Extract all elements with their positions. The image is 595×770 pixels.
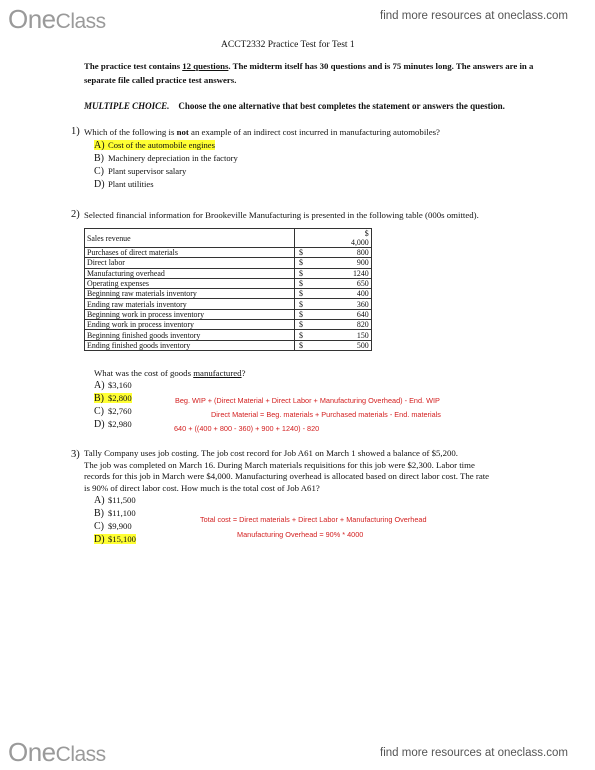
question-1-text: Which of the following is not an example of an indirect cost incurred in manufacturing automobiles? bbox=[84, 127, 440, 137]
mc-instructions bbox=[84, 101, 505, 111]
q2-option-c[interactable]: C) $2,760 bbox=[94, 406, 132, 417]
table-row bbox=[85, 268, 372, 278]
row-currency: $ bbox=[295, 289, 350, 299]
mc-heading: MULTIPLE CHOICE. bbox=[84, 101, 170, 111]
table-row bbox=[85, 289, 372, 299]
question-2-options bbox=[94, 379, 132, 431]
row-value: 640 bbox=[349, 309, 371, 319]
row-value: 820 bbox=[349, 320, 371, 330]
oneclass-logo: OneClass bbox=[8, 4, 106, 34]
mc-instruction: Choose the one alternative that best completes the statement or answers the question. bbox=[178, 101, 505, 111]
row-label: Ending finished goods inventory bbox=[85, 340, 295, 350]
row-currency: $ bbox=[295, 340, 350, 350]
row-label: Beginning finished goods inventory bbox=[85, 330, 295, 340]
question-2-prompt: What was the cost of goods manufactured? bbox=[94, 368, 246, 378]
row-value: 360 bbox=[349, 299, 371, 309]
q2-note-calculation: 640 + ((400 + 800 - 360) + 900 + 1240) - 820 bbox=[174, 424, 320, 433]
question-1-number: 1) bbox=[71, 126, 80, 137]
q1-option-d[interactable]: D) Plant utilities bbox=[94, 179, 154, 190]
row-value: 650 bbox=[349, 278, 371, 288]
row-currency: $ bbox=[295, 268, 350, 278]
q3-note-overhead: Manufacturing Overhead = 90% * 4000 bbox=[237, 530, 364, 539]
table-row bbox=[85, 309, 372, 319]
oneclass-footer-logo: OneClass bbox=[8, 737, 106, 767]
row-value: 400 bbox=[349, 289, 371, 299]
footer-tagline-link[interactable]: find more resources at oneclass.com bbox=[380, 747, 568, 759]
row-currency: $ bbox=[295, 258, 350, 268]
intro-paragraph: The practice test contains 12 questions. The midterm itself has 30 questions and is 75 minutes long. The answers are in a separate file called practice test answers. bbox=[84, 61, 534, 85]
row-label: Ending raw materials inventory bbox=[85, 299, 295, 309]
q2-option-a[interactable]: A) $3,160 bbox=[94, 380, 132, 391]
question-3-text: Tally Company uses job costing. The job cost record for Job A61 on March 1 showed a balance of $5,200. The job was completed on March 16. During March materials requisitions for this job were $2,300. Labor time records for this job in March were $4,000. Manufacturing overhead is allocated based on direct labor cost. The rate is 90% of direct labor cost. How much is the total cost of Job A61? bbox=[84, 448, 490, 493]
row-currency bbox=[295, 229, 350, 248]
q2-note-formula: Beg. WIP + (Direct Material + Direct Labor + Manufacturing Overhead) - End. WIP bbox=[175, 396, 440, 405]
table-row bbox=[85, 340, 372, 350]
financial-table bbox=[84, 228, 372, 351]
header-tagline-link[interactable]: find more resources at oneclass.com bbox=[380, 10, 568, 22]
row-currency: $ bbox=[295, 309, 350, 319]
question-2-text: Selected financial information for Brookeville Manufacturing is presented in the following table (000s omitted). bbox=[84, 210, 479, 220]
q1-option-a[interactable]: A) Cost of the automobile engines bbox=[94, 140, 215, 151]
row-value: 800 bbox=[349, 248, 371, 258]
row-label: Purchases of direct materials bbox=[85, 248, 295, 258]
row-value: $ 4,000 bbox=[349, 229, 371, 248]
q3-note-total-cost: Total cost = Direct materials + Direct Labor + Manufacturing Overhead bbox=[200, 515, 427, 524]
q3-option-b[interactable]: B) $11,100 bbox=[94, 508, 136, 519]
q1-option-c[interactable]: C) Plant supervisor salary bbox=[94, 166, 187, 177]
q3-option-c[interactable]: C) $9,900 bbox=[94, 521, 132, 532]
table-row bbox=[85, 248, 372, 258]
question-3-options bbox=[94, 494, 136, 546]
q3-option-a[interactable]: A) $11,500 bbox=[94, 495, 136, 506]
row-currency: $ bbox=[295, 330, 350, 340]
table-row bbox=[85, 330, 372, 340]
row-label: Ending work in process inventory bbox=[85, 320, 295, 330]
row-label: Operating expenses bbox=[85, 278, 295, 288]
document-title: ACCT2332 Practice Test for Test 1 bbox=[221, 40, 355, 50]
table-row bbox=[85, 278, 372, 288]
row-label: Beginning work in process inventory bbox=[85, 309, 295, 319]
row-currency: $ bbox=[295, 248, 350, 258]
q2-option-d[interactable]: D) $2,980 bbox=[94, 419, 132, 430]
question-2-number: 2) bbox=[71, 209, 80, 220]
row-label: Direct labor bbox=[85, 258, 295, 268]
row-value: 1240 bbox=[349, 268, 371, 278]
q2-note-direct-material: Direct Material = Beg. materials + Purchased materials - End. materials bbox=[211, 410, 441, 419]
row-value: 150 bbox=[349, 330, 371, 340]
table-row bbox=[85, 299, 372, 309]
q3-option-d[interactable]: D) $15,100 bbox=[94, 534, 136, 545]
row-currency: $ bbox=[295, 299, 350, 309]
table-row bbox=[85, 320, 372, 330]
table-row bbox=[85, 229, 372, 248]
q2-option-b[interactable]: B) $2,800 bbox=[94, 393, 132, 404]
question-3-number: 3) bbox=[71, 449, 80, 460]
q1-option-b[interactable]: B) Machinery depreciation in the factory bbox=[94, 153, 238, 164]
row-label: Beginning raw materials inventory bbox=[85, 289, 295, 299]
row-label: Manufacturing overhead bbox=[85, 268, 295, 278]
question-count: 12 questions bbox=[182, 61, 229, 71]
question-1-options bbox=[94, 139, 238, 191]
row-value: 500 bbox=[349, 340, 371, 350]
table-row bbox=[85, 258, 372, 268]
row-label: Sales revenue bbox=[85, 229, 295, 248]
row-value: 900 bbox=[349, 258, 371, 268]
row-currency: $ bbox=[295, 320, 350, 330]
row-currency: $ bbox=[295, 278, 350, 288]
